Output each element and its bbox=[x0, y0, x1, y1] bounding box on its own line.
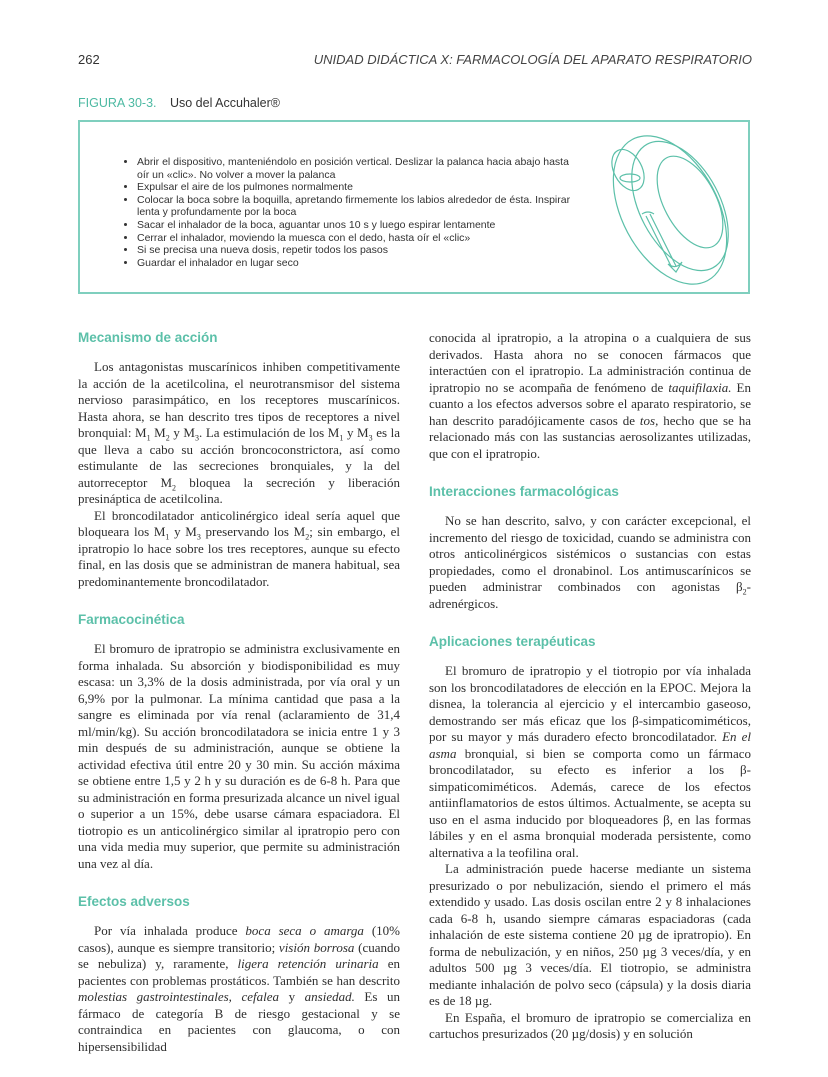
subscript: 1 bbox=[165, 532, 170, 542]
text-run: y M bbox=[169, 524, 197, 539]
text-run: El bromuro de ipratropio se administra exclusivamente en forma inhalada. Su absorción y biodisponibilidad es muy escasa: un 3,3% de la dosis administrada, por vía oral y un 6,9% por la pulmonar. La mínima cantidad que pasa a la sangre es eliminada por vía renal (aclaramiento de 31,4 ml/min/kg). Su acción broncodilatadora se inicia entre 1 y 3 min después de su administración, aunque se obtiene la actividad efectiva útil entre 20 y 30 min. Su acción máxima se obtiene entre 1,5 y 2 h y su duración es de 6-8 h. Para que su administración en forma presurizada alcance un nivel igual o superior a un 15%, debe usarse cámara espaciadora. El tiotropio es un anticolinérgico similar al ipratropio pero con una vida media muy superior, que permite su administración una vez al día. bbox=[78, 641, 400, 871]
right-column bbox=[429, 330, 751, 1065]
text-run: . La estimulación de los M bbox=[199, 425, 340, 440]
text-run: es la que lleva a cabo su acción broncoconstrictora, así como estimulante de las secreciones bronquiales, y la del autorreceptor M bbox=[78, 425, 401, 490]
text-run: El bromuro de ipratropio y el tiotropio por vía inhalada son los broncodilatadores de elección en la EPOC. Mejora la disnea, la tolerancia al ejercicio y el intercambio gaseoso, demostrando ser más eficaz que los β-simpaticomiméticos, por su mayor y más duradero efecto broncodilatador. bbox=[429, 663, 751, 744]
body-paragraph bbox=[78, 359, 400, 508]
list-item: • Si se precisa una nueva dosis, repetir todos los pasos bbox=[137, 244, 577, 257]
subscript: 2 bbox=[305, 532, 310, 542]
text-run: En España, el bromuro de ipratropio se comercializa en cartuchos presurizados (20 µg/dosis) y en solución bbox=[429, 1009, 751, 1041]
body-paragraph bbox=[78, 923, 400, 1055]
section-heading: Interacciones farmacológicas bbox=[429, 484, 619, 499]
italic-text: En el asma bbox=[429, 729, 751, 761]
list-item: • Guardar el inhalador en lugar seco bbox=[137, 257, 577, 270]
text-run: No se han descrito, salvo, y con carácter excepcional, el incremento del riesgo de toxicidad, cuando se administra con otros anticolinérgicos sistémicos o sustancias con estas propiedades, como el dronabinol. Los antimuscarínicos se pueden administrar combinados con agonistas β bbox=[429, 513, 751, 594]
text-run: bloquea la secreción y liberación presináptica de acetilcolina. bbox=[78, 474, 400, 506]
subscript: 1 bbox=[146, 433, 151, 443]
running-title: UNIDAD DIDÁCTICA X: FARMACOLOGÍA DEL APARATO RESPIRATORIO bbox=[313, 52, 752, 67]
text-run: conocida al ipratropio, a la atropina o a cualquiera de sus derivados. Hasta ahora no se conocen fármacos que interactúen con el ipratropio. La administración continua de ipratropio no se acompaña de fenómeno de bbox=[429, 330, 751, 395]
italic-text: tos, bbox=[639, 412, 659, 428]
article-section bbox=[78, 612, 400, 872]
text-run: Por vía inhalada produce bbox=[94, 923, 246, 938]
text-run: (10% casos), aunque es siempre transitorio; bbox=[78, 923, 400, 955]
text-run: Es un fármaco de categoría B de riesgo gestacional y se contraindica en pacientes con glaucoma, o con hipersensibilidad bbox=[78, 989, 400, 1054]
body-paragraph bbox=[429, 330, 751, 462]
body-paragraph bbox=[78, 641, 400, 872]
italic-text: ligera retención urinaria bbox=[237, 956, 379, 971]
section-heading: Efectos adversos bbox=[78, 894, 190, 909]
italic-text: molestias gastrointestinales, cefalea bbox=[78, 989, 280, 1004]
page-number: 262 bbox=[78, 52, 100, 67]
subscript: 2 bbox=[165, 433, 170, 443]
text-run: bronquial, si bien se comporta como un fármaco broncodilatador, su efecto es inferior a los β-simpaticomiméticos. Además, carece de los efectos antiinflamatorios de estos últimos. Actualmente, se acepta su uso en el asma inducido por bloqueadores β, en las formas lábiles y en el asma bronquial moderada persistente, como alternativa a la teofilina oral. bbox=[429, 745, 751, 860]
list-item: • Colocar la boca sobre la boquilla, apretando firmemente los labios alrededor de ésta. Inspirar lenta y profundamente por la boca bbox=[137, 194, 577, 219]
article-section bbox=[429, 634, 751, 1043]
article-section bbox=[78, 330, 400, 590]
text-run: y bbox=[279, 989, 305, 1004]
section-heading: Farmacocinética bbox=[78, 612, 185, 627]
text-run: hecho que se ha relacionado más con las sustancias aerosolizantes utilizadas, que con el ipratropio. bbox=[429, 412, 751, 461]
text-run: y M bbox=[343, 425, 369, 440]
text-run: Los antagonistas muscarínicos inhiben competitivamente la acción de la acetilcolina, el neurotransmisor del sistema nervioso parasimpático, en los receptores muscarínicos. Hasta ahora, se han descrito tres tipos de receptores a nivel bronquial: M bbox=[78, 359, 400, 440]
figure-title: Uso del Accuhaler® bbox=[169, 96, 280, 110]
article-section bbox=[429, 484, 751, 612]
body-paragraph bbox=[429, 1010, 751, 1043]
italic-text: taquifilaxia. bbox=[668, 379, 732, 395]
text-run: -adrenérgicos. bbox=[429, 579, 751, 611]
subscript: 2 bbox=[742, 587, 747, 597]
text-run: En cuanto a los efectos adversos sobre el aparato respiratorio, se han descrito paradójicamente casos de bbox=[429, 379, 751, 428]
section-heading: Mecanismo de acción bbox=[78, 330, 218, 345]
text-run: La administración puede hacerse mediante un sistema presurizado o por nebulización, siendo el primero el más extendido y usado. Las dosis oscilan entre 2 y 8 inhalaciones cada 6-8 h, usando siempre cámaras espaciadoras (cada inhalación de este sistema contiene 20 µg de ipratropio). En forma de nebulización, y en niños, 250 µg 3 veces/día, y en adultos 500 µg 3 veces/día. El tiotropio, se administra mediante inhalación de polvo seco (cápsula) y la dosis diaria es de 18 µg. bbox=[429, 861, 751, 1008]
text-run: en pacientes con problemas prostáticos. También se han descrito bbox=[78, 956, 400, 988]
figure-steps-list bbox=[122, 156, 577, 269]
list-item: • Sacar el inhalador de la boca, aguantar unos 10 s y luego espirar lentamente bbox=[137, 219, 577, 232]
figure-label: FIGURA 30-3. bbox=[78, 96, 157, 110]
list-item: • Abrir el dispositivo, manteniéndolo en posición vertical. Deslizar la palanca hacia abajo hasta oír un «clic». No volver a mover la palanca bbox=[137, 156, 577, 181]
body-paragraph bbox=[78, 508, 400, 591]
text-run: ; sin embargo, el ipratropio lo hace sobre los tres receptores, aunque su efecto final, en las dosis que se administran de manera habitual, sea predominantemente broncodilatador. bbox=[78, 524, 400, 589]
text-run: preservando los M bbox=[200, 524, 306, 539]
text-run: M bbox=[150, 425, 166, 440]
list-item: • Cerrar el inhalador, moviendo la muesca con el dedo, hasta oír el «clic» bbox=[137, 232, 577, 245]
italic-text: visión borrosa bbox=[278, 939, 355, 955]
list-item: • Expulsar el aire de los pulmones normalmente bbox=[137, 181, 577, 194]
left-column bbox=[78, 330, 400, 1077]
section-heading: Aplicaciones terapéuticas bbox=[429, 634, 596, 649]
subscript: 3 bbox=[195, 433, 199, 443]
article-section bbox=[429, 330, 751, 462]
figure-caption bbox=[78, 96, 280, 110]
italic-text: boca seca o amarga bbox=[245, 923, 364, 938]
subscript: 3 bbox=[368, 433, 373, 443]
article-section bbox=[78, 894, 400, 1055]
text-run: El broncodilatador anticolinérgico ideal sería aquel que bloqueara los M bbox=[78, 507, 400, 539]
body-paragraph bbox=[429, 663, 751, 861]
body-paragraph bbox=[429, 513, 751, 612]
subscript: 1 bbox=[339, 433, 344, 443]
figure-box bbox=[78, 120, 750, 294]
body-paragraph bbox=[429, 861, 751, 1010]
subscript: 2 bbox=[172, 483, 177, 493]
text-run: y M bbox=[169, 425, 195, 440]
italic-text: ansiedad. bbox=[304, 989, 355, 1004]
subscript: 3 bbox=[196, 532, 201, 542]
accuhaler-illustration bbox=[592, 126, 742, 292]
text-run: (cuando se nebuliza) y, raramente, bbox=[78, 939, 400, 971]
